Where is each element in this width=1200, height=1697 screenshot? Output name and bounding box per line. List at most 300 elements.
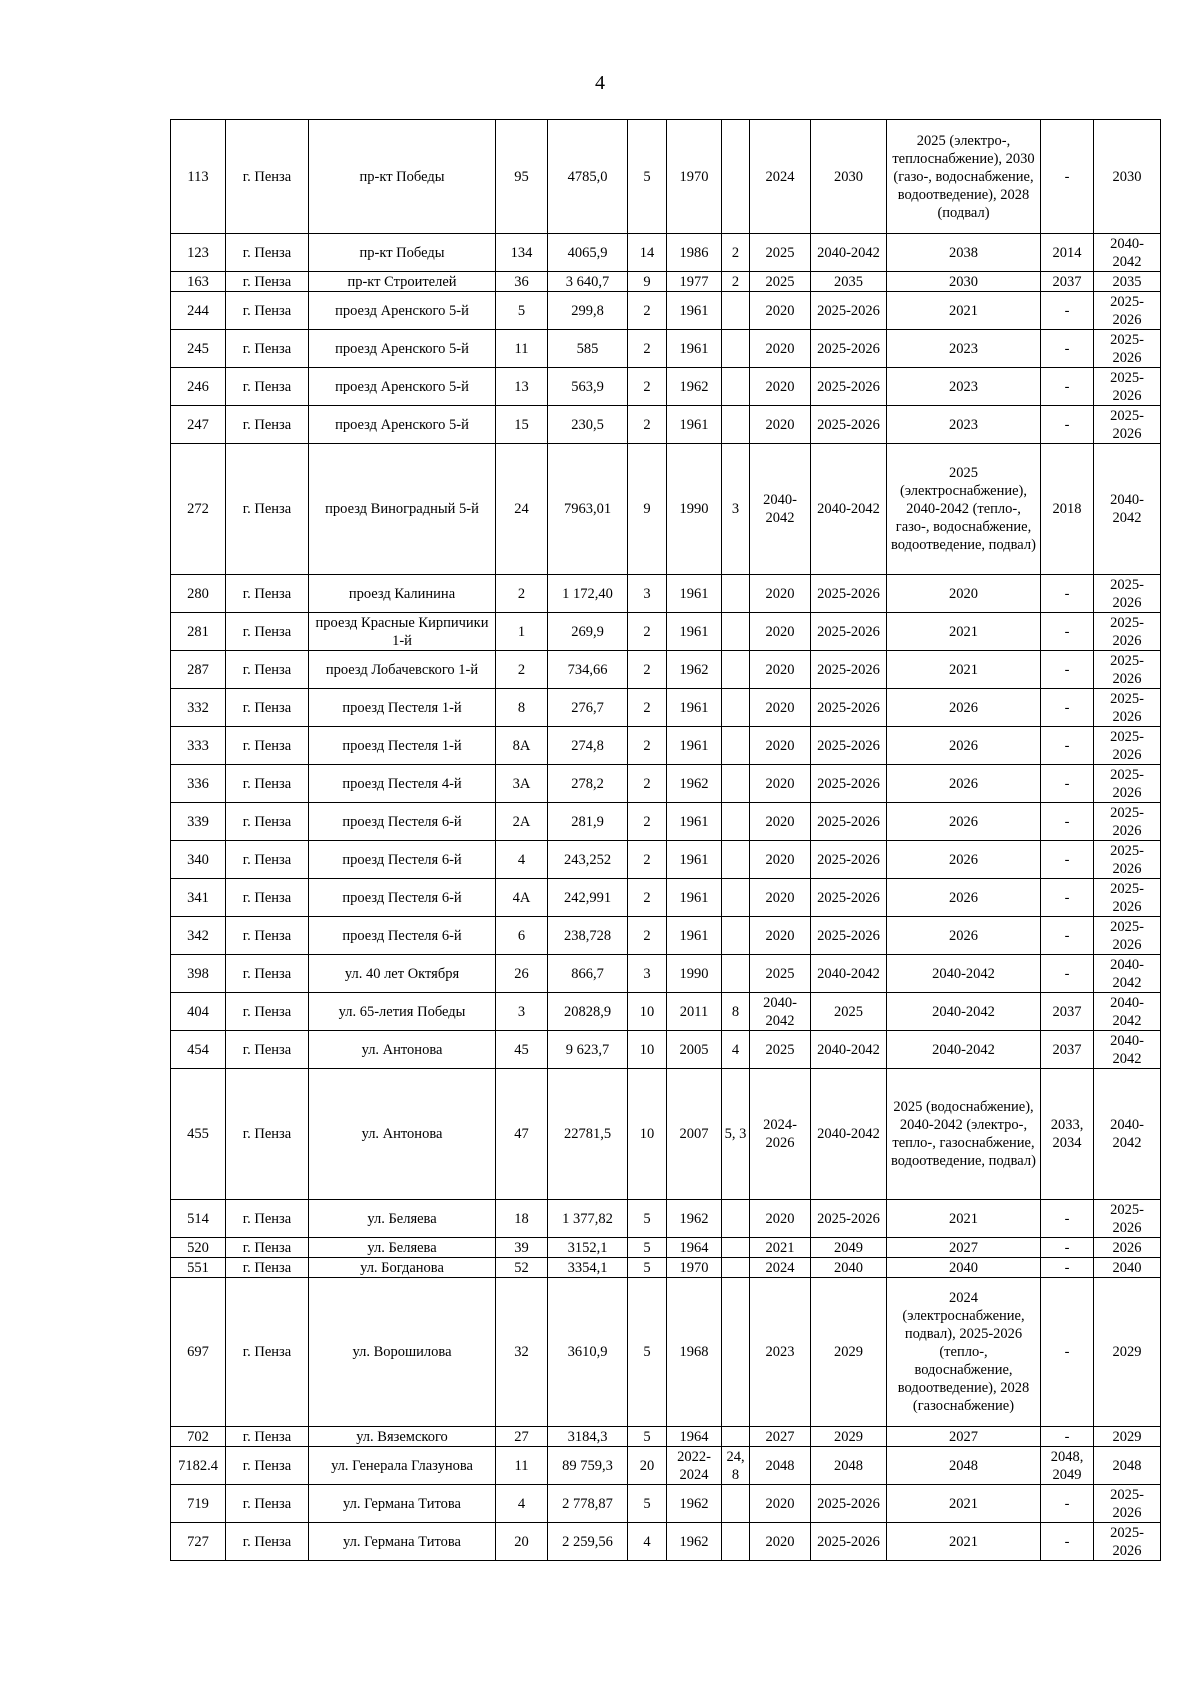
cell-roof-term: 2020 (750, 406, 811, 444)
cell-street: ул. Генерала Глазунова (309, 1447, 496, 1485)
cell-facade-term: 2035 (811, 272, 887, 292)
cell-street: проезд Аренского 5-й (309, 368, 496, 406)
cell-year: 1961 (667, 803, 722, 841)
cell-house: 15 (496, 406, 548, 444)
cell-year: 1961 (667, 689, 722, 727)
cell-floors: 3 (628, 955, 667, 993)
cell-elevator-term: - (1041, 330, 1094, 368)
cell-priority (722, 1258, 750, 1278)
cell-street: ул. 40 лет Октября (309, 955, 496, 993)
cell-street: проезд Пестеля 6-й (309, 841, 496, 879)
cell-house: 20 (496, 1523, 548, 1561)
cell-house: 2 (496, 575, 548, 613)
cell-house: 13 (496, 368, 548, 406)
cell-year: 2011 (667, 993, 722, 1031)
cell-floors: 5 (628, 1238, 667, 1258)
cell-house: 134 (496, 234, 548, 272)
cell-floors: 2 (628, 368, 667, 406)
cell-priority (722, 1238, 750, 1258)
cell-roof-term: 2020 (750, 292, 811, 330)
table-row (171, 1447, 1161, 1485)
cell-area: 242,991 (548, 879, 628, 917)
cell-street: проезд Аренского 5-й (309, 406, 496, 444)
cell-roof-term: 2023 (750, 1278, 811, 1427)
cell-floors: 2 (628, 406, 667, 444)
cell-priority (722, 1523, 750, 1561)
cell-elevator-term: - (1041, 120, 1094, 234)
cell-number: 702 (171, 1427, 226, 1447)
table-row (171, 993, 1161, 1031)
cell-foundation-term: 2040-2042 (1094, 444, 1161, 575)
cell-systems-term: 2023 (887, 406, 1041, 444)
cell-priority (722, 917, 750, 955)
cell-foundation-term: 2026 (1094, 1238, 1161, 1258)
cell-foundation-term: 2025-2026 (1094, 727, 1161, 765)
cell-floors: 2 (628, 727, 667, 765)
cell-street: проезд Пестеля 6-й (309, 803, 496, 841)
cell-house: 39 (496, 1238, 548, 1258)
cell-systems-term: 2040-2042 (887, 993, 1041, 1031)
cell-area: 585 (548, 330, 628, 368)
cell-street: проезд Пестеля 6-й (309, 917, 496, 955)
cell-priority: 8 (722, 993, 750, 1031)
cell-number: 7182.4 (171, 1447, 226, 1485)
cell-number: 341 (171, 879, 226, 917)
cell-foundation-term: 2025-2026 (1094, 651, 1161, 689)
cell-foundation-term: 2025-2026 (1094, 689, 1161, 727)
cell-elevator-term: 2014 (1041, 234, 1094, 272)
table-row (171, 613, 1161, 651)
cell-elevator-term: - (1041, 955, 1094, 993)
cell-area: 3354,1 (548, 1258, 628, 1278)
cell-city: г. Пенза (226, 841, 309, 879)
cell-facade-term: 2025-2026 (811, 651, 887, 689)
cell-city: г. Пенза (226, 879, 309, 917)
cell-city: г. Пенза (226, 727, 309, 765)
cell-foundation-term: 2025-2026 (1094, 613, 1161, 651)
cell-systems-term: 2027 (887, 1427, 1041, 1447)
cell-priority (722, 1278, 750, 1427)
cell-street: проезд Пестеля 6-й (309, 879, 496, 917)
cell-facade-term: 2025-2026 (811, 841, 887, 879)
table-row (171, 1200, 1161, 1238)
table-row (171, 1031, 1161, 1069)
cell-number: 332 (171, 689, 226, 727)
cell-city: г. Пенза (226, 406, 309, 444)
cell-street: ул. Беляева (309, 1200, 496, 1238)
cell-elevator-term: 2037 (1041, 1031, 1094, 1069)
cell-house: 47 (496, 1069, 548, 1200)
cell-priority (722, 1200, 750, 1238)
cell-roof-term: 2048 (750, 1447, 811, 1485)
cell-house: 18 (496, 1200, 548, 1238)
cell-systems-term: 2026 (887, 765, 1041, 803)
cell-street: ул. Антонова (309, 1031, 496, 1069)
cell-facade-term: 2025-2026 (811, 575, 887, 613)
cell-roof-term: 2020 (750, 575, 811, 613)
cell-city: г. Пенза (226, 917, 309, 955)
cell-area: 9 623,7 (548, 1031, 628, 1069)
cell-city: г. Пенза (226, 993, 309, 1031)
cell-city: г. Пенза (226, 234, 309, 272)
cell-systems-term: 2021 (887, 651, 1041, 689)
cell-facade-term: 2048 (811, 1447, 887, 1485)
cell-city: г. Пенза (226, 330, 309, 368)
cell-floors: 5 (628, 120, 667, 234)
cell-house: 5 (496, 292, 548, 330)
cell-priority (722, 292, 750, 330)
cell-area: 2 259,56 (548, 1523, 628, 1561)
cell-city: г. Пенза (226, 1427, 309, 1447)
cell-area: 3184,3 (548, 1427, 628, 1447)
cell-facade-term: 2040-2042 (811, 1031, 887, 1069)
cell-area: 276,7 (548, 689, 628, 727)
cell-foundation-term: 2025-2026 (1094, 1485, 1161, 1523)
cell-number: 333 (171, 727, 226, 765)
table-row (171, 651, 1161, 689)
cell-area: 1 377,82 (548, 1200, 628, 1238)
cell-year: 1962 (667, 651, 722, 689)
cell-facade-term: 2040-2042 (811, 444, 887, 575)
cell-elevator-term: - (1041, 1258, 1094, 1278)
cell-year: 1970 (667, 120, 722, 234)
cell-number: 551 (171, 1258, 226, 1278)
cell-floors: 5 (628, 1427, 667, 1447)
cell-systems-term: 2040-2042 (887, 1031, 1041, 1069)
cell-number: 113 (171, 120, 226, 234)
housing-register-table (170, 119, 1161, 1561)
cell-street: ул. 65-летия Победы (309, 993, 496, 1031)
cell-elevator-term: - (1041, 917, 1094, 955)
table-row (171, 841, 1161, 879)
cell-priority (722, 1485, 750, 1523)
cell-year: 1961 (667, 575, 722, 613)
cell-systems-term: 2026 (887, 841, 1041, 879)
cell-foundation-term: 2029 (1094, 1427, 1161, 1447)
cell-elevator-term: - (1041, 368, 1094, 406)
cell-city: г. Пенза (226, 765, 309, 803)
cell-area: 866,7 (548, 955, 628, 993)
cell-number: 697 (171, 1278, 226, 1427)
cell-facade-term: 2040 (811, 1258, 887, 1278)
cell-foundation-term: 2040-2042 (1094, 955, 1161, 993)
table-row (171, 1278, 1161, 1427)
cell-city: г. Пенза (226, 1200, 309, 1238)
cell-systems-term: 2026 (887, 879, 1041, 917)
cell-city: г. Пенза (226, 689, 309, 727)
cell-floors: 3 (628, 575, 667, 613)
cell-systems-term: 2026 (887, 689, 1041, 727)
cell-foundation-term: 2025-2026 (1094, 292, 1161, 330)
cell-street: проезд Виноградный 5-й (309, 444, 496, 575)
cell-number: 404 (171, 993, 226, 1031)
cell-priority: 3 (722, 444, 750, 575)
cell-number: 336 (171, 765, 226, 803)
cell-year: 1961 (667, 879, 722, 917)
cell-street: ул. Германа Титова (309, 1485, 496, 1523)
cell-floors: 9 (628, 272, 667, 292)
cell-city: г. Пенза (226, 1523, 309, 1561)
cell-street: ул. Вяземского (309, 1427, 496, 1447)
cell-year: 1961 (667, 841, 722, 879)
cell-house: 11 (496, 1447, 548, 1485)
cell-city: г. Пенза (226, 955, 309, 993)
cell-priority (722, 613, 750, 651)
cell-elevator-term: - (1041, 879, 1094, 917)
cell-street: ул. Богданова (309, 1258, 496, 1278)
cell-street: проезд Аренского 5-й (309, 292, 496, 330)
cell-street: проезд Лобачевского 1-й (309, 651, 496, 689)
cell-floors: 2 (628, 689, 667, 727)
cell-area: 20828,9 (548, 993, 628, 1031)
cell-facade-term: 2025-2026 (811, 1523, 887, 1561)
cell-number: 398 (171, 955, 226, 993)
cell-number: 247 (171, 406, 226, 444)
cell-roof-term: 2020 (750, 727, 811, 765)
cell-house: 3 (496, 993, 548, 1031)
cell-number: 163 (171, 272, 226, 292)
cell-facade-term: 2030 (811, 120, 887, 234)
table-row (171, 803, 1161, 841)
table-row (171, 955, 1161, 993)
cell-elevator-term: - (1041, 765, 1094, 803)
cell-elevator-term: - (1041, 1523, 1094, 1561)
cell-priority (722, 841, 750, 879)
cell-number: 520 (171, 1238, 226, 1258)
cell-year: 2005 (667, 1031, 722, 1069)
cell-priority (722, 689, 750, 727)
cell-facade-term: 2025-2026 (811, 368, 887, 406)
table-row (171, 368, 1161, 406)
cell-priority (722, 1427, 750, 1447)
cell-systems-term: 2038 (887, 234, 1041, 272)
cell-street: проезд Красные Кирпичики 1-й (309, 613, 496, 651)
cell-foundation-term: 2030 (1094, 120, 1161, 234)
cell-house: 11 (496, 330, 548, 368)
cell-house: 8 (496, 689, 548, 727)
cell-systems-term: 2026 (887, 727, 1041, 765)
cell-roof-term: 2025 (750, 272, 811, 292)
cell-roof-term: 2024 (750, 1258, 811, 1278)
cell-systems-term: 2040 (887, 1258, 1041, 1278)
cell-year: 2022-2024 (667, 1447, 722, 1485)
cell-systems-term: 2040-2042 (887, 955, 1041, 993)
cell-year: 1990 (667, 444, 722, 575)
cell-floors: 10 (628, 993, 667, 1031)
cell-foundation-term: 2025-2026 (1094, 368, 1161, 406)
cell-year: 1962 (667, 1200, 722, 1238)
cell-floors: 2 (628, 879, 667, 917)
cell-systems-term: 2025 (электро-, теплоснабжение), 2030 (газо-, водоснабжение, водоотведение), 2028 (подвал) (887, 120, 1041, 234)
cell-floors: 10 (628, 1069, 667, 1200)
cell-floors: 2 (628, 651, 667, 689)
cell-year: 1962 (667, 368, 722, 406)
cell-house: 95 (496, 120, 548, 234)
cell-elevator-term: - (1041, 651, 1094, 689)
cell-elevator-term: 2018 (1041, 444, 1094, 575)
cell-area: 278,2 (548, 765, 628, 803)
cell-city: г. Пенза (226, 1238, 309, 1258)
table-row (171, 917, 1161, 955)
cell-priority: 4 (722, 1031, 750, 1069)
cell-number: 287 (171, 651, 226, 689)
cell-floors: 5 (628, 1485, 667, 1523)
cell-house: 2 (496, 651, 548, 689)
cell-systems-term: 2021 (887, 1485, 1041, 1523)
cell-area: 3 640,7 (548, 272, 628, 292)
cell-city: г. Пенза (226, 1258, 309, 1278)
cell-priority (722, 955, 750, 993)
cell-foundation-term: 2040-2042 (1094, 1031, 1161, 1069)
cell-facade-term: 2049 (811, 1238, 887, 1258)
cell-roof-term: 2040-2042 (750, 993, 811, 1031)
cell-street: пр-кт Строителей (309, 272, 496, 292)
cell-systems-term: 2023 (887, 330, 1041, 368)
cell-facade-term: 2025-2026 (811, 879, 887, 917)
table-row (171, 1485, 1161, 1523)
cell-systems-term: 2027 (887, 1238, 1041, 1258)
table-body (171, 120, 1161, 1561)
cell-city: г. Пенза (226, 444, 309, 575)
cell-elevator-term: - (1041, 1238, 1094, 1258)
cell-priority (722, 651, 750, 689)
cell-facade-term: 2025-2026 (811, 1485, 887, 1523)
cell-systems-term: 2021 (887, 1200, 1041, 1238)
cell-year: 1961 (667, 292, 722, 330)
table-row (171, 234, 1161, 272)
cell-year: 1977 (667, 272, 722, 292)
cell-roof-term: 2020 (750, 651, 811, 689)
cell-area: 274,8 (548, 727, 628, 765)
cell-house: 1 (496, 613, 548, 651)
cell-city: г. Пенза (226, 1278, 309, 1427)
cell-floors: 5 (628, 1200, 667, 1238)
cell-systems-term: 2021 (887, 613, 1041, 651)
cell-roof-term: 2020 (750, 613, 811, 651)
cell-elevator-term: - (1041, 1485, 1094, 1523)
cell-area: 238,728 (548, 917, 628, 955)
cell-elevator-term: - (1041, 613, 1094, 651)
cell-facade-term: 2025-2026 (811, 803, 887, 841)
cell-street: ул. Беляева (309, 1238, 496, 1258)
cell-facade-term: 2025-2026 (811, 689, 887, 727)
cell-number: 123 (171, 234, 226, 272)
cell-street: ул. Антонова (309, 1069, 496, 1200)
cell-roof-term: 2024 (750, 120, 811, 234)
cell-systems-term: 2030 (887, 272, 1041, 292)
cell-city: г. Пенза (226, 272, 309, 292)
cell-house: 36 (496, 272, 548, 292)
cell-priority (722, 368, 750, 406)
cell-foundation-term: 2029 (1094, 1278, 1161, 1427)
cell-priority (722, 765, 750, 803)
table-row (171, 765, 1161, 803)
cell-house: 4 (496, 841, 548, 879)
table-row (171, 1258, 1161, 1278)
cell-facade-term: 2025-2026 (811, 613, 887, 651)
cell-facade-term: 2025-2026 (811, 406, 887, 444)
cell-year: 1962 (667, 1485, 722, 1523)
cell-house: 4А (496, 879, 548, 917)
cell-house: 27 (496, 1427, 548, 1447)
cell-foundation-term: 2025-2026 (1094, 1523, 1161, 1561)
cell-number: 246 (171, 368, 226, 406)
cell-floors: 2 (628, 841, 667, 879)
cell-floors: 14 (628, 234, 667, 272)
cell-priority: 24, 8 (722, 1447, 750, 1485)
table-row (171, 272, 1161, 292)
table-row (171, 444, 1161, 575)
cell-systems-term: 2023 (887, 368, 1041, 406)
cell-number: 272 (171, 444, 226, 575)
cell-number: 244 (171, 292, 226, 330)
cell-floors: 4 (628, 1523, 667, 1561)
cell-area: 3610,9 (548, 1278, 628, 1427)
cell-city: г. Пенза (226, 1031, 309, 1069)
cell-number: 245 (171, 330, 226, 368)
table-row (171, 1523, 1161, 1561)
cell-foundation-term: 2025-2026 (1094, 765, 1161, 803)
cell-foundation-term: 2025-2026 (1094, 330, 1161, 368)
cell-house: 2А (496, 803, 548, 841)
cell-priority (722, 879, 750, 917)
cell-foundation-term: 2040-2042 (1094, 1069, 1161, 1200)
cell-facade-term: 2025-2026 (811, 765, 887, 803)
cell-house: 24 (496, 444, 548, 575)
cell-roof-term: 2040-2042 (750, 444, 811, 575)
cell-systems-term: 2020 (887, 575, 1041, 613)
cell-foundation-term: 2040 (1094, 1258, 1161, 1278)
cell-roof-term: 2020 (750, 689, 811, 727)
cell-floors: 2 (628, 917, 667, 955)
cell-elevator-term: - (1041, 689, 1094, 727)
cell-house: 32 (496, 1278, 548, 1427)
cell-year: 1961 (667, 917, 722, 955)
cell-systems-term: 2021 (887, 1523, 1041, 1561)
cell-floors: 2 (628, 765, 667, 803)
cell-area: 1 172,40 (548, 575, 628, 613)
cell-area: 4065,9 (548, 234, 628, 272)
cell-facade-term: 2025-2026 (811, 917, 887, 955)
cell-systems-term: 2048 (887, 1447, 1041, 1485)
cell-facade-term: 2040-2042 (811, 1069, 887, 1200)
cell-city: г. Пенза (226, 120, 309, 234)
cell-roof-term: 2020 (750, 879, 811, 917)
cell-street: пр-кт Победы (309, 234, 496, 272)
cell-house: 45 (496, 1031, 548, 1069)
cell-floors: 20 (628, 1447, 667, 1485)
cell-year: 1961 (667, 330, 722, 368)
cell-floors: 10 (628, 1031, 667, 1069)
cell-number: 280 (171, 575, 226, 613)
table-row (171, 120, 1161, 234)
cell-systems-term: 2026 (887, 917, 1041, 955)
cell-roof-term: 2027 (750, 1427, 811, 1447)
table-row (171, 330, 1161, 368)
cell-floors: 2 (628, 292, 667, 330)
cell-house: 6 (496, 917, 548, 955)
cell-area: 563,9 (548, 368, 628, 406)
cell-floors: 2 (628, 613, 667, 651)
cell-roof-term: 2025 (750, 955, 811, 993)
cell-elevator-term: - (1041, 575, 1094, 613)
cell-area: 89 759,3 (548, 1447, 628, 1485)
cell-facade-term: 2025-2026 (811, 727, 887, 765)
cell-number: 514 (171, 1200, 226, 1238)
cell-elevator-term: - (1041, 841, 1094, 879)
cell-area: 2 778,87 (548, 1485, 628, 1523)
cell-elevator-term: - (1041, 1200, 1094, 1238)
